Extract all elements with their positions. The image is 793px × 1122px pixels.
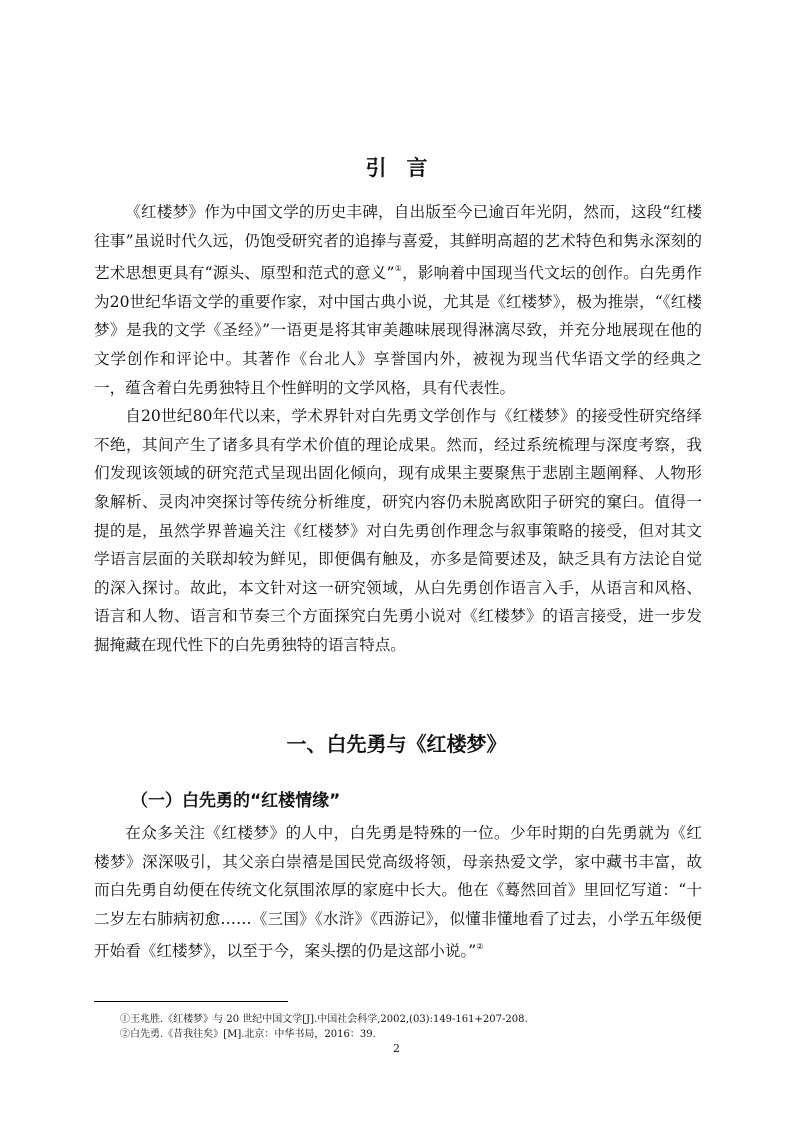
paragraph <box>94 198 702 402</box>
section-heading: （一）白先勇的“红楼情缘” <box>131 791 341 811</box>
page-title: 引言 <box>365 156 448 180</box>
chapter-heading: 一、白先勇与《红楼梦》 <box>286 732 507 756</box>
paragraph-text: ，影响着中国现当代文坛的创作。白先勇作为20世纪华语文学的重要作家，对中国古典小说，尤其是《红楼梦》，极为推崇，“《红楼梦》是我的文学《圣经》”一语更是将其审美趣味展现得淋漓尽致，并充分地展现在他的文学创作和评论中。其著作《台北人》享誉国内外，被视为现当代华语文学的经典之一，蕴含着白先勇独特且个性鲜明的文学风格，具有代表性。 <box>94 264 702 397</box>
intro-body <box>94 198 702 660</box>
paragraph: 自20世纪80年代以来，学术界针对白先勇文学创作与《红楼梦》的接受性研究络绎不绝，其间产生了诸多具有学术价值的理论成果。然而，经过系统梳理与深度考察，我们发现该领域的研究范式呈现出固化倾向，现有成果主要聚焦于悲剧主题阐释、人物形象解析、灵肉冲突探讨等传统分析维度，研究内容仍未脱离欧阳子研究的窠臼。值得一提的是，虽然学界普遍关注《红楼梦》对白先勇创作理念与叙事策略的接受，但对其文学语言层面的关联却较为鲜见，即便偶有触及，亦多是简要述及，缺乏具有方法论自觉的深入探讨。故此，本文针对这一研究领域，从白先勇创作语言入手，从语言和风格、语言和人物、语言和节奏三个方面探究白先勇小说对《红楼梦》的语言接受，进一步发掘掩藏在现代性下的白先勇独特的语言特点。 <box>94 407 702 654</box>
section-body <box>94 819 702 966</box>
footnote-separator <box>94 1001 288 1002</box>
footnote: ①王兆胜.《红楼梦》与 20 世纪中国文学[J].中国社会科学,2002,(03):149-161+207-208. <box>120 1014 528 1025</box>
footnotes <box>120 1012 528 1042</box>
paragraph-text: 《红楼梦》作为中国文学的历史丰碑，自出版至今已逾百年光阴，然而，这段“红楼往事”虽说时代久远，仍饱受研究者的追捧与喜爱，其鲜明高超的艺术特色和隽永深刻的艺术思想更具有“源头、原型和范式的意义” <box>94 203 702 283</box>
footnote: ②白先勇.《昔我往矣》[M].北京：中华书局，2016：39. <box>120 1029 376 1040</box>
footnote-reference[interactable]: ② <box>476 942 484 952</box>
paragraph-text: 在众多关注《红楼梦》的人中，白先勇是特殊的一位。少年时期的白先勇就为《红楼梦》深深吸引，其父亲白崇禧是国民党高级将领，母亲热爱文学，家中藏书丰富，故而白先勇自幼便在传统文化氛围浓厚的家庭中长大。他在《蓦然回首》里回忆写道：“十二岁左右肺病初愈……《三国》《水浒》《西游记》，似懂非懂地看了过去，小学五年级便开始看《红楼梦》，以至于今，案头摆的仍是这部小说。” <box>94 824 702 961</box>
paragraph <box>94 819 702 966</box>
footnote-reference[interactable]: ① <box>394 264 403 274</box>
page-number: 2 <box>393 1042 400 1055</box>
